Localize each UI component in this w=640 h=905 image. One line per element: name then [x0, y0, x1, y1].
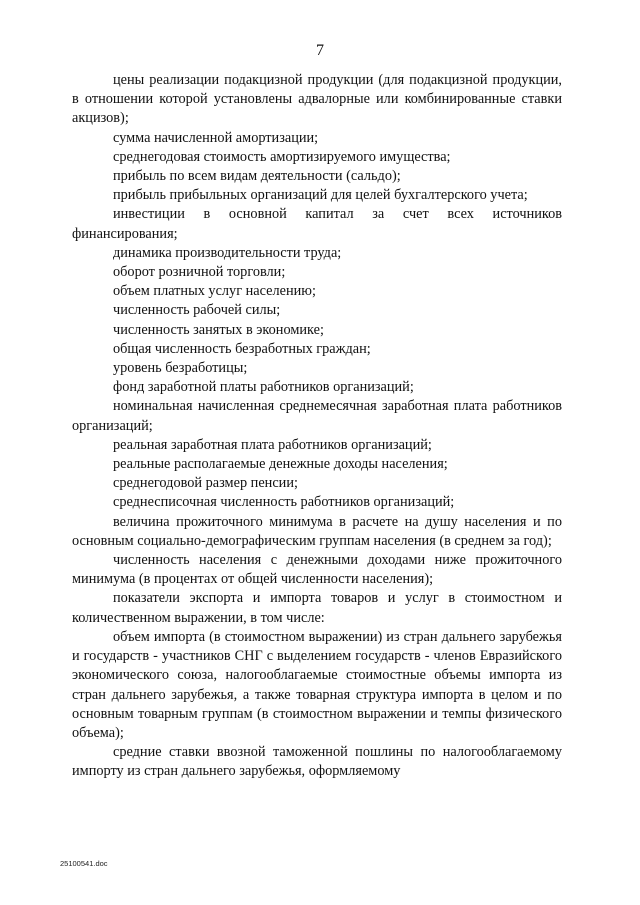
paragraph: фонд заработной платы работников организаций; [113, 379, 414, 396]
paragraph: средние ставки ввозной таможенной пошлины по налогооблагаемому импорту из стран дальнего зарубежья, оформляемому [72, 744, 562, 780]
footer-filename: 25100541.doc [60, 859, 108, 868]
paragraph: численность населения с денежными доходами ниже прожиточного минимума (в процентах от общей численности населения); [72, 552, 562, 588]
paragraph: среднегодовая стоимость амортизируемого имущества; [113, 148, 451, 165]
paragraph: объем платных услуг населению; [113, 283, 316, 300]
paragraph: величина прожиточного минимума в расчете на душу населения и по основным социально-демографическим группам населения (в среднем за год); [72, 513, 562, 549]
paragraph: численность рабочей силы; [113, 302, 281, 319]
paragraph: уровень безработицы; [113, 360, 248, 377]
paragraph: номинальная начисленная среднемесячная заработная плата работников организаций; [72, 398, 562, 434]
paragraph: инвестиции в основной капитал за счет всех источников финансирования; [72, 206, 562, 242]
page-number: 7 [316, 42, 324, 59]
paragraph: цены реализации подакцизной продукции (для подакцизной продукции, в отношении которой установлены адвалорные или комбинированные ставки акцизов); [72, 72, 562, 127]
paragraph: динамика производительности труда; [113, 244, 342, 261]
paragraph: численность занятых в экономике; [113, 321, 324, 338]
paragraph: среднегодовой размер пенсии; [113, 475, 298, 492]
document-body [72, 71, 562, 782]
paragraph: реальная заработная плата работников организаций; [113, 436, 432, 453]
paragraph: объем импорта (в стоимостном выражении) из стран дальнего зарубежья и государств - участников СНГ с выделением государств - членов Евразийского экономического союза, налогооблагаемые стоимостные объемы импорта из стран дальнего зарубежья, а также товарная структура импорта в целом и по основным товарным группам (в стоимостном выражении и темпы физического объема); [72, 628, 562, 741]
paragraph: общая численность безработных граждан; [113, 340, 371, 357]
paragraph: оборот розничной торговли; [113, 264, 286, 281]
paragraph: прибыль прибыльных организаций для целей бухгалтерского учета; [113, 187, 528, 204]
paragraph: среднесписочная численность работников организаций; [113, 494, 455, 511]
paragraph: сумма начисленной амортизации; [113, 129, 319, 146]
paragraph: прибыль по всем видам деятельности (сальдо); [113, 168, 401, 185]
paragraph: показатели экспорта и импорта товаров и услуг в стоимостном и количественном выражении, в том числе: [72, 590, 562, 626]
paragraph: реальные располагаемые денежные доходы населения; [113, 456, 448, 473]
